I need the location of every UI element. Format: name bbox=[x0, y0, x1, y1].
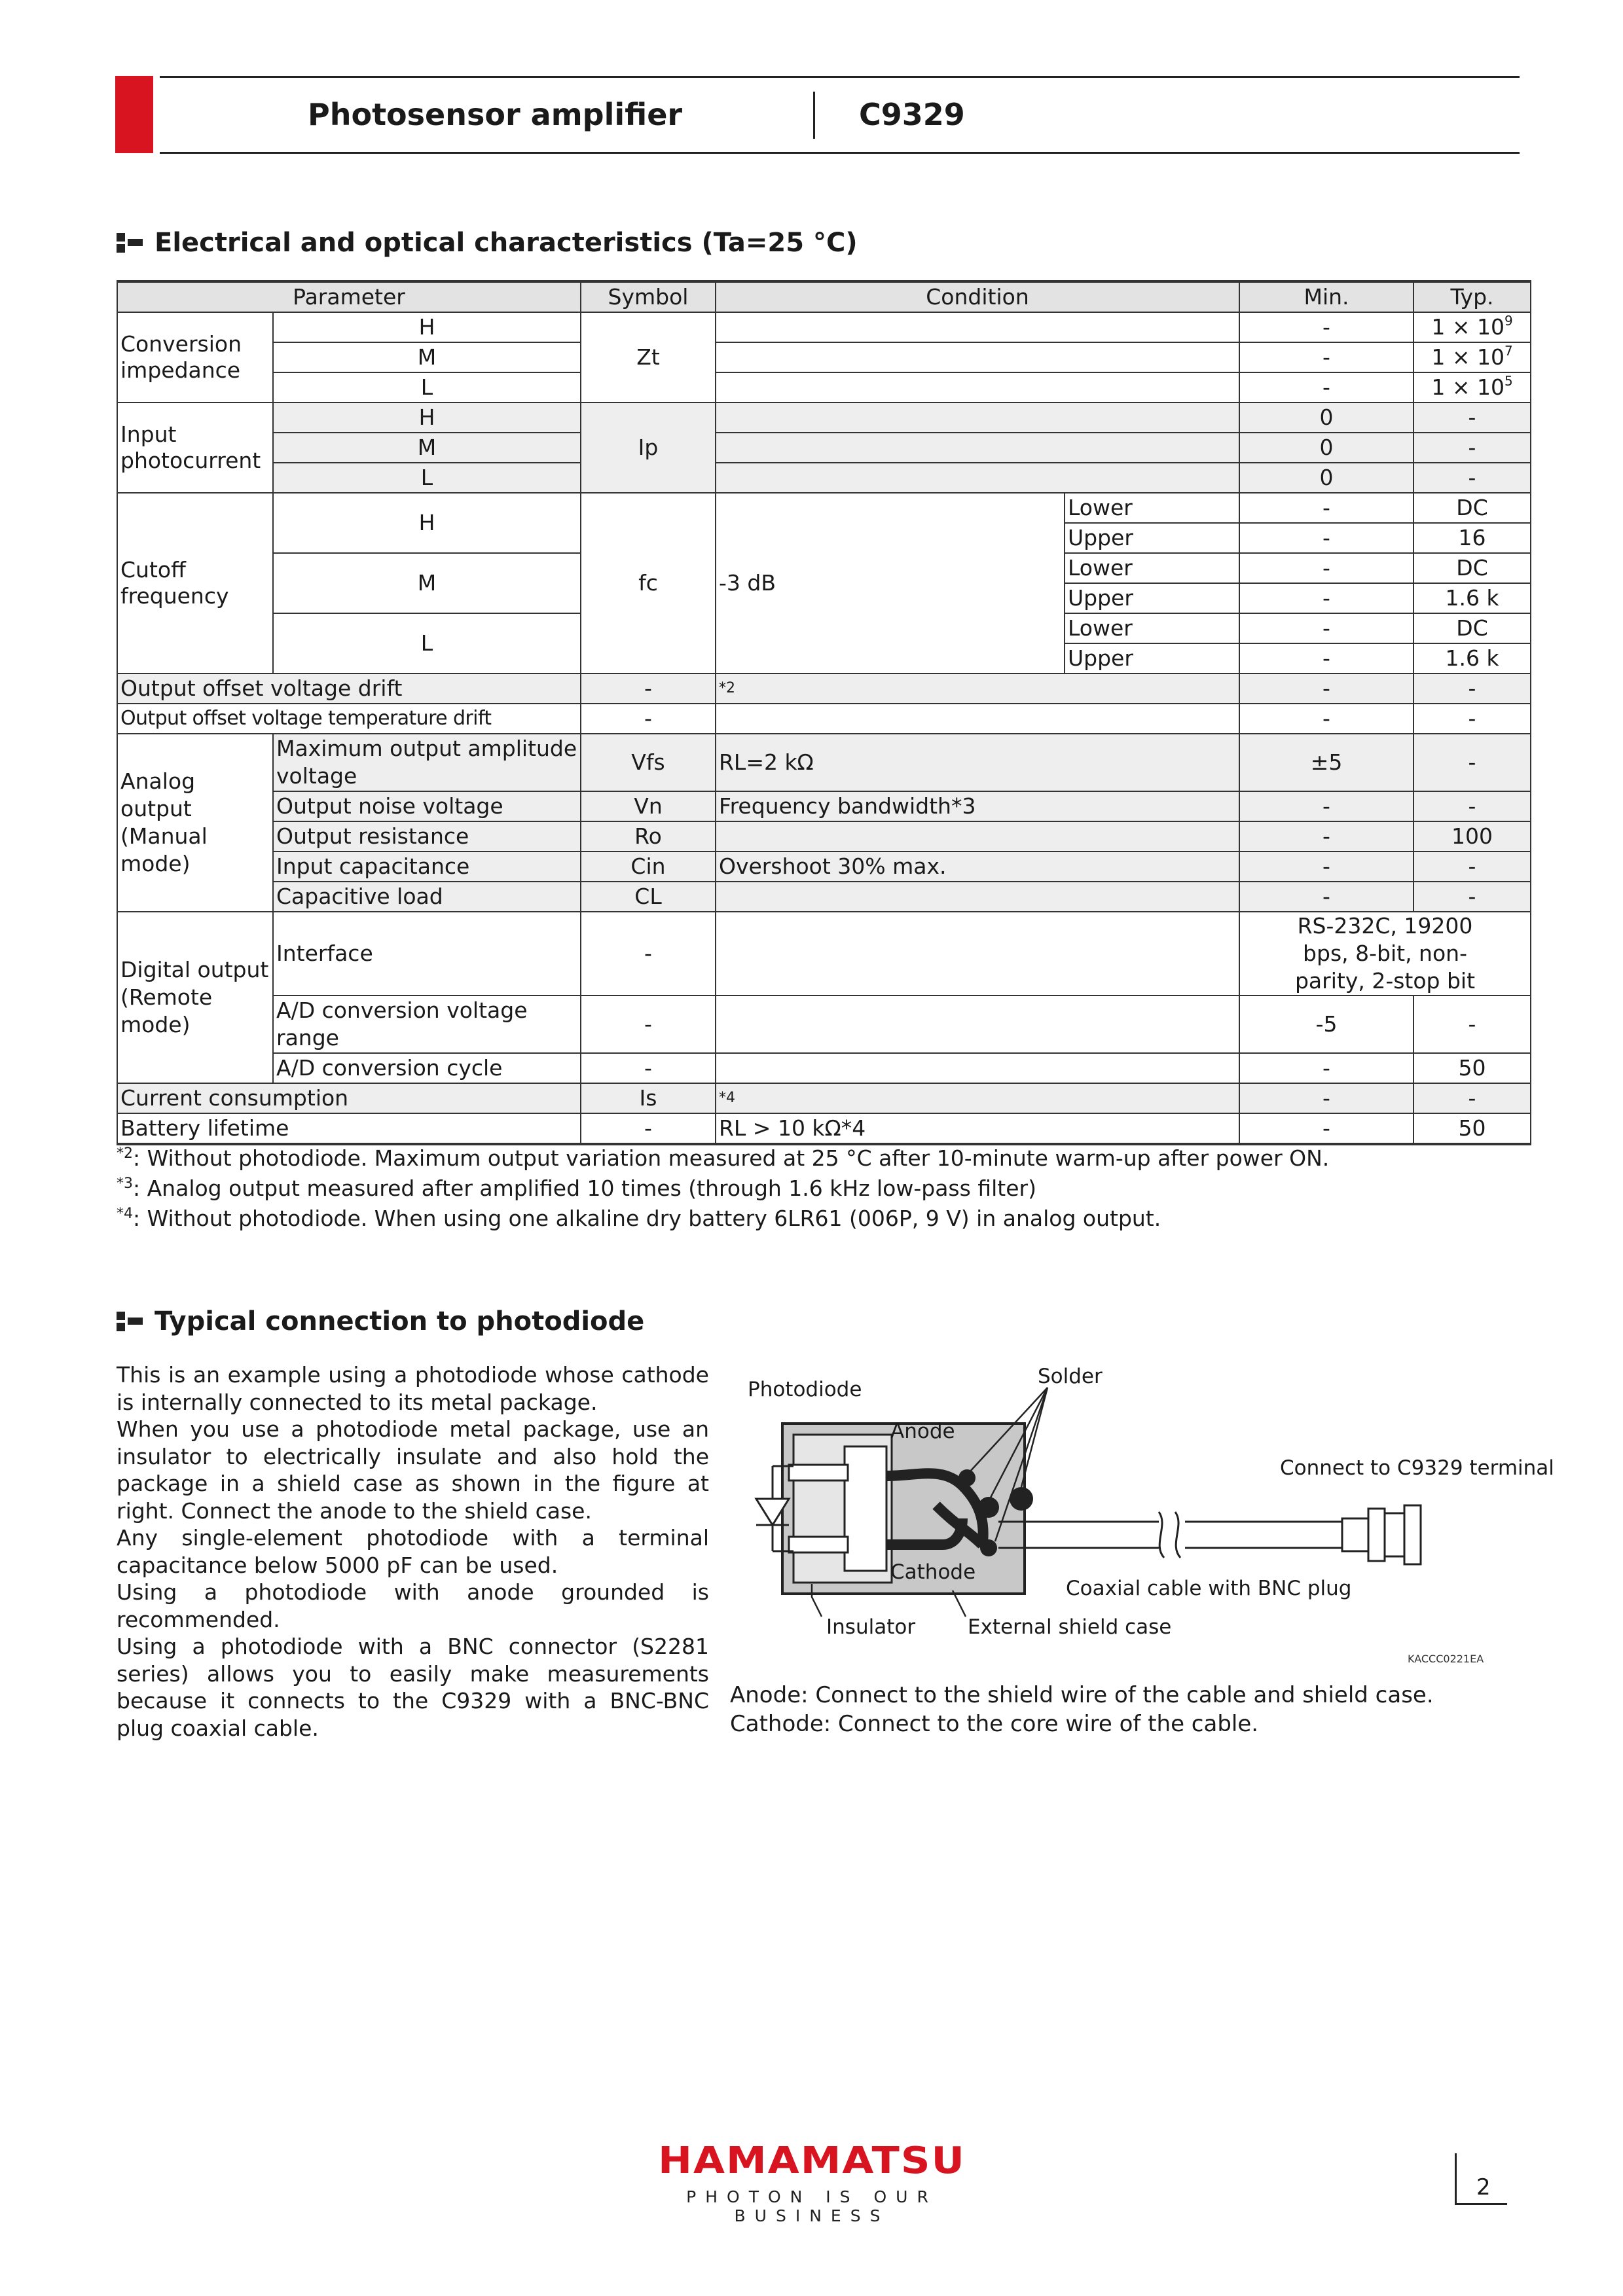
table-row bbox=[117, 372, 1531, 403]
symbol-cell: Ro bbox=[581, 821, 716, 852]
label-insulator: Insulator bbox=[826, 1615, 916, 1639]
param-name: Capacitive load bbox=[273, 882, 581, 912]
typ-cell: 16 bbox=[1413, 523, 1531, 553]
min-cell: - bbox=[1239, 704, 1413, 734]
table-row bbox=[117, 882, 1531, 912]
solder-point bbox=[980, 1539, 997, 1556]
col-header: Symbol bbox=[581, 281, 716, 312]
typ-cell: $1 \times 10^5$ bbox=[1413, 372, 1531, 403]
table-row bbox=[117, 1113, 1531, 1144]
header-bottom-rule bbox=[160, 152, 1520, 154]
subcondition-cell: Upper bbox=[1065, 523, 1239, 553]
symbol-cell: - bbox=[581, 996, 716, 1053]
condition-cell: RL=2 kΩ bbox=[716, 734, 1239, 791]
typ-cell: 100 bbox=[1413, 821, 1531, 852]
range-cell: H bbox=[273, 403, 581, 433]
connection-description bbox=[117, 1361, 709, 1742]
typ-cell: $1 \times 10^9$ bbox=[1413, 312, 1531, 342]
characteristics-table bbox=[117, 280, 1531, 1145]
table-row bbox=[117, 312, 1531, 342]
typ-cell: - bbox=[1413, 734, 1531, 791]
symbol-cell: CL bbox=[581, 882, 716, 912]
page-number-rule bbox=[1455, 2203, 1507, 2205]
brand-slogan: PHOTON IS OUR BUSINESS bbox=[686, 2187, 938, 2225]
label-cathode: Cathode bbox=[890, 1560, 976, 1584]
min-cell: - bbox=[1239, 791, 1413, 821]
col-header: Min. bbox=[1239, 281, 1413, 312]
symbol-cell: Ip bbox=[581, 403, 716, 493]
min-cell: - bbox=[1239, 312, 1413, 342]
min-cell: - bbox=[1239, 1113, 1413, 1144]
section-bullet-icon bbox=[117, 1312, 143, 1331]
min-cell: 0 bbox=[1239, 463, 1413, 493]
condition-cell: Overshoot 30% max. bbox=[716, 852, 1239, 882]
min-cell: - bbox=[1239, 613, 1413, 643]
typ-cell: - bbox=[1413, 1083, 1531, 1113]
table-row bbox=[117, 734, 1531, 791]
label-shield-case: External shield case bbox=[968, 1615, 1172, 1639]
typ-cell: DC bbox=[1413, 553, 1531, 583]
range-cell: M bbox=[273, 433, 581, 463]
table-row bbox=[117, 463, 1531, 493]
label-photodiode: Photodiode bbox=[748, 1378, 862, 1401]
typ-cell: DC bbox=[1413, 493, 1531, 523]
condition-cell bbox=[716, 312, 1239, 342]
param-name: Battery lifetime bbox=[117, 1113, 581, 1144]
table-row bbox=[117, 821, 1531, 852]
label-solder: Solder bbox=[1038, 1365, 1103, 1388]
condition-cell bbox=[716, 704, 1239, 734]
typ-cell: DC bbox=[1413, 613, 1531, 643]
col-header: Parameter bbox=[117, 281, 581, 312]
param-name: Maximum output amplitude voltage bbox=[273, 734, 581, 791]
min-cell: - bbox=[1239, 852, 1413, 882]
min-cell: ±5 bbox=[1239, 734, 1413, 791]
param-name: Output resistance bbox=[273, 821, 581, 852]
table-row bbox=[117, 1053, 1531, 1083]
typ-cell: 50 bbox=[1413, 1113, 1531, 1144]
typ-cell: - bbox=[1413, 673, 1531, 704]
min-cell: - bbox=[1239, 1053, 1413, 1083]
condition-cell bbox=[716, 372, 1239, 403]
table-row bbox=[117, 912, 1531, 996]
table-row bbox=[117, 403, 1531, 433]
min-cell: - bbox=[1239, 493, 1413, 523]
range-cell: L bbox=[273, 463, 581, 493]
section-title: Typical connection to photodiode bbox=[155, 1306, 645, 1336]
section-bullet-icon bbox=[117, 233, 143, 253]
symbol-cell: - bbox=[581, 912, 716, 996]
min-cell: - bbox=[1239, 821, 1413, 852]
typ-cell: - bbox=[1413, 704, 1531, 734]
param-name: Conversion impedance bbox=[117, 312, 273, 403]
table-row bbox=[117, 493, 1531, 523]
photodiode-package bbox=[845, 1446, 886, 1571]
header-accent-bar bbox=[115, 76, 153, 153]
min-cell: - bbox=[1239, 553, 1413, 583]
range-cell: L bbox=[273, 372, 581, 403]
condition-cell: -3 dB bbox=[716, 493, 1065, 673]
param-name: Input capacitance bbox=[273, 852, 581, 882]
diagram-caption bbox=[730, 1681, 1434, 1738]
range-cell: M bbox=[273, 553, 581, 613]
range-cell: M bbox=[273, 342, 581, 372]
min-cell: - bbox=[1239, 342, 1413, 372]
symbol-cell: fc bbox=[581, 493, 716, 673]
range-cell: L bbox=[273, 613, 581, 673]
page-number-rule bbox=[1455, 2153, 1457, 2204]
subcondition-cell: Upper bbox=[1065, 643, 1239, 673]
table-row bbox=[117, 673, 1531, 704]
footnote: $^{*4}$: Without photodiode. When using one alkaline dry battery 6LR61 (006P, 9 V) in analog output. bbox=[117, 1206, 1161, 1231]
paragraph: Using a photodiode with a BNC connector (S2281 series) allows you to easily make measurements because it connects to the C9329 with a BNC-BNC plug coaxial cable. bbox=[117, 1634, 709, 1741]
symbol-cell: Vn bbox=[581, 791, 716, 821]
condition-cell bbox=[716, 463, 1239, 493]
typ-cell: - bbox=[1413, 852, 1531, 882]
hamamatsu-logo bbox=[615, 2140, 1008, 2225]
min-cell: - bbox=[1239, 643, 1413, 673]
section-title: Electrical and optical characteristics (Ta=25 °C) bbox=[155, 228, 858, 258]
header-top-rule bbox=[160, 76, 1520, 78]
product-title: Photosensor amplifier bbox=[308, 97, 683, 132]
condition-cell bbox=[716, 342, 1239, 372]
symbol-cell: - bbox=[581, 704, 716, 734]
caption-line: Cathode: Connect to the core wire of the cable. bbox=[730, 1711, 1259, 1737]
group-name: Digital output (Remote mode) bbox=[117, 912, 273, 1083]
figure-code: KACCC0221EA bbox=[1408, 1653, 1484, 1665]
param-name: Output noise voltage bbox=[273, 791, 581, 821]
typ-cell: 1.6 k bbox=[1413, 643, 1531, 673]
range-cell: H bbox=[273, 493, 581, 553]
table-row bbox=[117, 704, 1531, 734]
condition-cell: Frequency bandwidth*3 bbox=[716, 791, 1239, 821]
product-model: C9329 bbox=[859, 97, 965, 132]
range-cell: H bbox=[273, 312, 581, 342]
symbol-cell: - bbox=[581, 1053, 716, 1083]
condition-cell: *2 bbox=[716, 673, 1239, 704]
param-name: Cutoff frequency bbox=[117, 493, 273, 673]
min-cell: - bbox=[1239, 583, 1413, 613]
min-cell: 0 bbox=[1239, 403, 1413, 433]
param-name: Current consumption bbox=[117, 1083, 581, 1113]
footnote: $^{*2}$: Without photodiode. Maximum output variation measured at 25 °C after 10-minute warm-up after power ON. bbox=[117, 1145, 1330, 1171]
table-header-row bbox=[117, 281, 1531, 312]
typ-cell: 1.6 k bbox=[1413, 583, 1531, 613]
coaxial-cable bbox=[998, 1512, 1342, 1558]
footnote: $^{*3}$: Analog output measured after amplified 10 times (through 1.6 kHz low-pass filter) bbox=[117, 1175, 1036, 1201]
typ-cell: - bbox=[1413, 403, 1531, 433]
label-connect-terminal: Connect to C9329 terminal bbox=[1280, 1456, 1554, 1480]
subcondition-cell: Lower bbox=[1065, 553, 1239, 583]
min-cell: - bbox=[1239, 882, 1413, 912]
typ-cell: - bbox=[1413, 791, 1531, 821]
symbol-cell: - bbox=[581, 1113, 716, 1144]
paragraph: When you use a photodiode metal package, use an insulator to electrically insulate and also hold the package in a shield case as shown in the figure at right. Connect the anode to the shield case. bbox=[117, 1416, 709, 1524]
param-name: A/D conversion voltage range bbox=[273, 996, 581, 1053]
section-heading-characteristics bbox=[117, 228, 858, 258]
connection-diagram bbox=[720, 1361, 1565, 1669]
group-name: Analog output (Manual mode) bbox=[117, 734, 273, 912]
subcondition-cell: Lower bbox=[1065, 613, 1239, 643]
paragraph: Using a photodiode with anode grounded is recommended. bbox=[117, 1579, 709, 1632]
condition-cell bbox=[716, 996, 1239, 1053]
param-name: A/D conversion cycle bbox=[273, 1053, 581, 1083]
symbol-cell: Vfs bbox=[581, 734, 716, 791]
page-number: 2 bbox=[1476, 2174, 1491, 2200]
condition-cell bbox=[716, 403, 1239, 433]
paragraph: Any single-element photodiode with a terminal capacitance below 5000 pF can be used. bbox=[117, 1525, 709, 1578]
table-row bbox=[117, 996, 1531, 1053]
table-row bbox=[117, 433, 1531, 463]
condition-cell bbox=[716, 1053, 1239, 1083]
min-cell: - bbox=[1239, 372, 1413, 403]
param-name: Interface bbox=[273, 912, 581, 996]
condition-cell: RL > 10 kΩ*4 bbox=[716, 1113, 1239, 1144]
subcondition-cell: Upper bbox=[1065, 583, 1239, 613]
min-cell: 0 bbox=[1239, 433, 1413, 463]
label-anode: Anode bbox=[890, 1420, 955, 1443]
min-cell: - bbox=[1239, 1083, 1413, 1113]
typ-cell: 50 bbox=[1413, 1053, 1531, 1083]
param-name: Output offset voltage drift bbox=[117, 673, 581, 704]
solder-point bbox=[958, 1469, 976, 1486]
interface-value: RS-232C, 19200 bps, 8-bit, non-parity, 2-stop bit bbox=[1239, 912, 1531, 996]
symbol-cell: Cin bbox=[581, 852, 716, 882]
typ-cell: - bbox=[1413, 463, 1531, 493]
typ-cell: - bbox=[1413, 996, 1531, 1053]
condition-cell bbox=[716, 912, 1239, 996]
min-cell: - bbox=[1239, 673, 1413, 704]
symbol-cell: - bbox=[581, 673, 716, 704]
typ-cell: - bbox=[1413, 433, 1531, 463]
condition-cell bbox=[716, 433, 1239, 463]
header-separator bbox=[813, 92, 815, 139]
table-row bbox=[117, 342, 1531, 372]
caption-line: Anode: Connect to the shield wire of the cable and shield case. bbox=[730, 1682, 1434, 1708]
paragraph: This is an example using a photodiode whose cathode is internally connected to its metal package. bbox=[117, 1362, 709, 1415]
symbol-cell: Is bbox=[581, 1083, 716, 1113]
brand-name: HAMAMATSU bbox=[658, 2138, 966, 2182]
table-row bbox=[117, 791, 1531, 821]
solder-point bbox=[978, 1497, 999, 1518]
label-coaxial-cable: Coaxial cable with BNC plug bbox=[1066, 1577, 1352, 1600]
min-cell: - bbox=[1239, 523, 1413, 553]
col-header: Typ. bbox=[1413, 281, 1531, 312]
param-name: Input photocurrent bbox=[117, 403, 273, 493]
symbol-cell: Zt bbox=[581, 312, 716, 403]
subcondition-cell: Lower bbox=[1065, 493, 1239, 523]
typ-cell: $1 \times 10^7$ bbox=[1413, 342, 1531, 372]
condition-cell bbox=[716, 882, 1239, 912]
condition-cell: *4 bbox=[716, 1083, 1239, 1113]
min-cell: -5 bbox=[1239, 996, 1413, 1053]
table-row bbox=[117, 1083, 1531, 1113]
table-row bbox=[117, 852, 1531, 882]
section-heading-connection bbox=[117, 1306, 644, 1336]
condition-cell bbox=[716, 821, 1239, 852]
col-header: Condition bbox=[716, 281, 1239, 312]
param-name: Output offset voltage temperature drift bbox=[117, 704, 581, 734]
bnc-plug bbox=[1342, 1505, 1421, 1564]
typ-cell: - bbox=[1413, 882, 1531, 912]
